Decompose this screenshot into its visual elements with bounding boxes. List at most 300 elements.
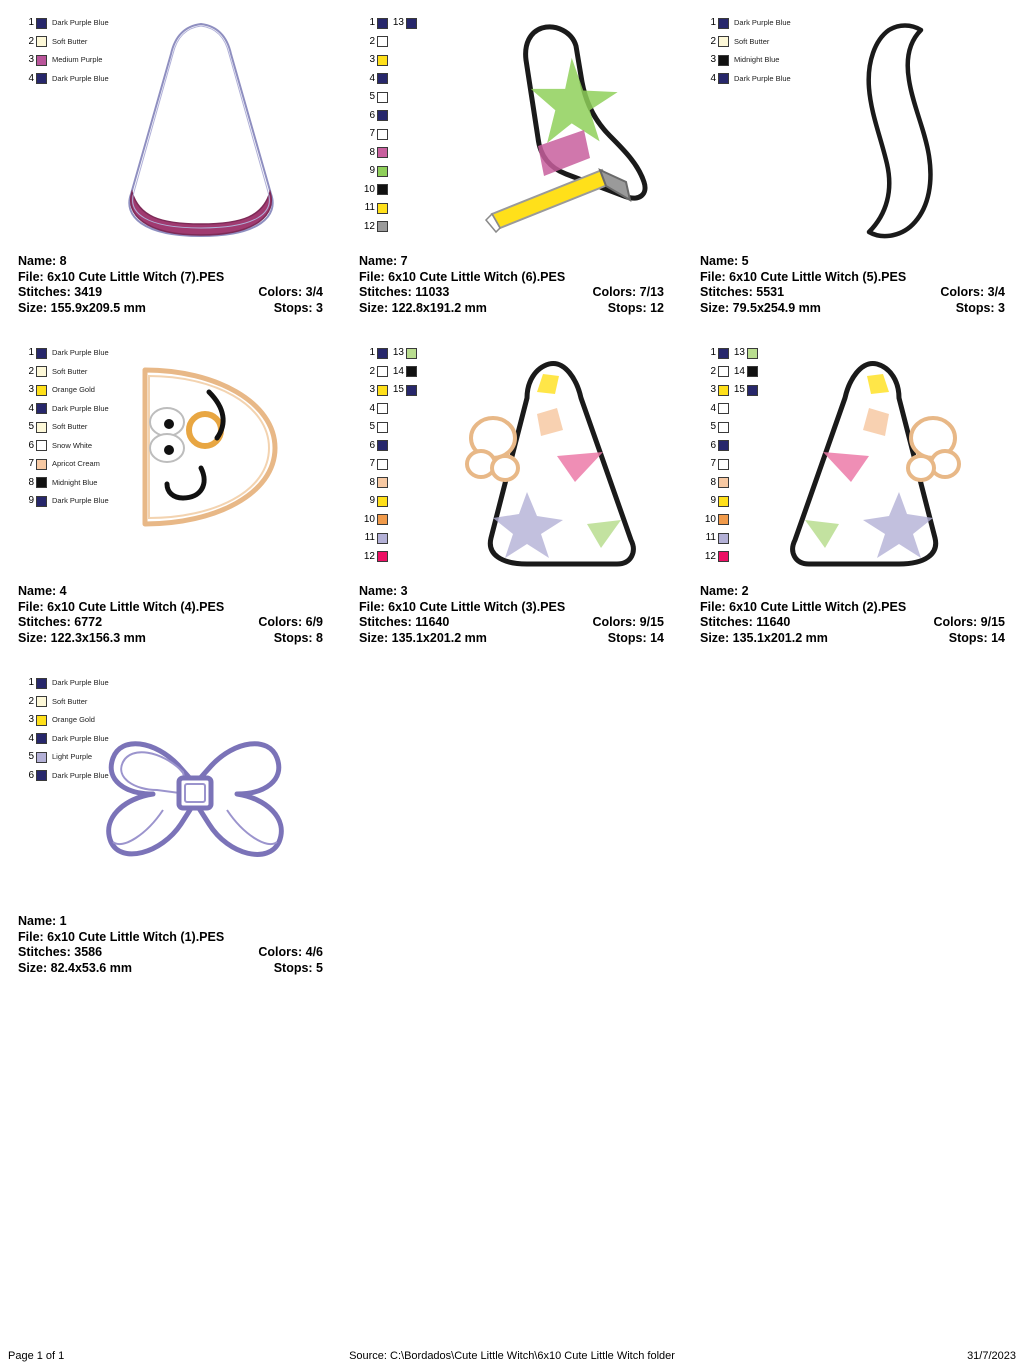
color-swatch <box>718 18 729 29</box>
legend-index: 4 <box>710 72 716 84</box>
design-stops: Stops: 3 <box>955 300 1005 315</box>
legend-index: 2 <box>28 365 34 377</box>
color-swatch <box>718 348 729 359</box>
color-swatch <box>377 496 388 507</box>
legend-index: 1 <box>710 17 716 29</box>
design-size: Size: 135.1x201.2 mm <box>359 630 487 645</box>
legend-index: 8 <box>28 476 34 488</box>
legend-row <box>388 344 417 363</box>
legend-row <box>700 529 729 548</box>
legend-row <box>18 437 109 456</box>
design-stops: Stops: 12 <box>607 300 664 315</box>
color-swatch <box>36 18 47 29</box>
design-colors: Colors: 9/15 <box>933 615 1005 629</box>
footer-source-path: Source: C:\Bordados\Cute Little Witch\6x10 Cute Little Witch folder <box>349 1350 675 1362</box>
design-colors: Colors: 7/13 <box>592 285 664 299</box>
color-swatch <box>377 184 388 195</box>
legend-column <box>359 14 388 236</box>
legend-index: 9 <box>369 165 375 177</box>
legend-color-name: Dark Purple Blue <box>52 678 109 688</box>
legend-index: 8 <box>369 146 375 158</box>
color-swatch <box>377 422 388 433</box>
legend-color-name: Dark Purple Blue <box>52 733 109 743</box>
legend-column <box>729 344 758 566</box>
legend-row <box>359 511 388 530</box>
legend-row <box>359 400 388 419</box>
design-stitches: Stitches: 3586 <box>18 945 103 959</box>
legend-row <box>359 199 388 218</box>
legend-row <box>700 492 729 511</box>
legend-index: 2 <box>369 35 375 47</box>
design-preview-area <box>18 344 323 579</box>
design-colors: Colors: 3/4 <box>940 285 1005 299</box>
design-name: Name: 1 <box>18 914 67 928</box>
legend-row <box>18 363 109 382</box>
color-swatch <box>36 73 47 84</box>
legend-index: 3 <box>369 54 375 66</box>
color-swatch <box>718 385 729 396</box>
legend-index: 9 <box>28 495 34 507</box>
color-swatch <box>406 348 417 359</box>
color-swatch <box>36 678 47 689</box>
color-swatch <box>718 73 729 84</box>
design-card <box>341 330 682 660</box>
color-swatch <box>718 55 729 66</box>
design-size: Size: 122.3x156.3 mm <box>18 630 146 645</box>
legend-row <box>18 455 109 474</box>
legend-index: 1 <box>369 17 375 29</box>
legend-row <box>700 70 791 89</box>
color-swatch <box>377 533 388 544</box>
design-card <box>0 0 341 330</box>
legend-index: 10 <box>363 183 375 195</box>
design-info <box>700 254 1005 316</box>
legend-row <box>359 107 388 126</box>
legend-color-name: Orange Gold <box>52 385 95 395</box>
design-stitches: Stitches: 11640 <box>359 615 450 629</box>
legend-row <box>359 455 388 474</box>
legend-index: 11 <box>364 532 375 544</box>
color-swatch <box>36 715 47 726</box>
legend-row <box>359 144 388 163</box>
legend-color-name: Soft Butter <box>52 366 88 376</box>
color-swatch <box>718 533 729 544</box>
design-name: Name: 3 <box>359 584 408 598</box>
legend-index: 4 <box>369 402 375 414</box>
legend-row <box>18 400 109 419</box>
legend-index: 1 <box>28 17 34 29</box>
legend-index: 10 <box>363 513 375 525</box>
legend-index: 14 <box>733 365 745 377</box>
design-file: File: 6x10 Cute Little Witch (2).PES <box>700 599 907 614</box>
legend-index: 3 <box>28 384 34 396</box>
design-card <box>341 0 682 330</box>
color-swatch <box>36 496 47 507</box>
legend-index: 2 <box>28 35 34 47</box>
design-card <box>0 330 341 660</box>
footer-page-number: Page 1 of 1 <box>8 1350 65 1362</box>
legend-index: 4 <box>28 402 34 414</box>
legend-color-name: Soft Butter <box>734 36 770 46</box>
embroidery-artwork-witch-face <box>105 352 295 542</box>
footer-date: 31/7/2023 <box>967 1350 1016 1362</box>
legend-row <box>18 51 109 70</box>
legend-color-name: Soft Butter <box>52 422 88 432</box>
color-swatch <box>718 36 729 47</box>
color-swatch <box>377 221 388 232</box>
color-swatch <box>718 459 729 470</box>
color-swatch <box>36 385 47 396</box>
legend-index: 4 <box>369 72 375 84</box>
color-swatch <box>406 366 417 377</box>
legend-color-name: Orange Gold <box>52 715 95 725</box>
legend-index: 6 <box>710 439 716 451</box>
design-preview-area <box>359 14 664 249</box>
legend-color-name: Light Purple <box>52 752 93 762</box>
design-stitches: Stitches: 11640 <box>700 615 791 629</box>
color-swatch <box>377 73 388 84</box>
color-swatch <box>377 110 388 121</box>
legend-row <box>18 14 109 33</box>
color-swatch <box>406 385 417 396</box>
color-swatch <box>36 440 47 451</box>
color-swatch <box>747 385 758 396</box>
design-name: Name: 8 <box>18 254 67 268</box>
design-preview-area <box>359 344 664 579</box>
legend-row <box>359 492 388 511</box>
legend-row <box>388 363 417 382</box>
legend-index: 12 <box>363 550 375 562</box>
legend-index: 3 <box>710 384 716 396</box>
legend-color-name: Dark Purple Blue <box>52 348 109 358</box>
legend-index: 13 <box>392 17 404 29</box>
color-swatch <box>377 92 388 103</box>
legend-index: 4 <box>710 402 716 414</box>
legend-column <box>700 14 791 88</box>
embroidery-artwork-witch-right <box>780 352 995 577</box>
design-info <box>700 584 1005 646</box>
legend-color-name: Medium Purple <box>52 55 103 65</box>
legend-row <box>18 693 109 712</box>
legend-column <box>700 344 729 566</box>
color-swatch <box>406 18 417 29</box>
legend-color-name: Dark Purple Blue <box>52 73 109 83</box>
legend-index: 7 <box>369 458 375 470</box>
color-swatch <box>36 733 47 744</box>
legend-row <box>359 14 388 33</box>
legend-color-name: Dark Purple Blue <box>52 770 109 780</box>
embroidery-artwork-bow <box>91 714 301 874</box>
legend-row <box>700 511 729 530</box>
legend-index: 1 <box>369 347 375 359</box>
legend-index: 2 <box>369 365 375 377</box>
embroidery-artwork-hat-body <box>113 16 293 246</box>
legend-index: 5 <box>369 421 375 433</box>
color-swatch <box>718 440 729 451</box>
color-swatch <box>36 459 47 470</box>
design-stitches: Stitches: 5531 <box>700 285 785 299</box>
design-size: Size: 122.8x191.2 mm <box>359 300 487 315</box>
legend-row <box>700 363 729 382</box>
legend-index: 7 <box>28 458 34 470</box>
color-swatch <box>377 514 388 525</box>
color-swatch <box>377 551 388 562</box>
legend-index: 8 <box>710 476 716 488</box>
color-swatch <box>377 18 388 29</box>
color-swatch <box>718 422 729 433</box>
legend-index: 4 <box>28 72 34 84</box>
design-info <box>359 584 664 646</box>
legend-index: 5 <box>710 421 716 433</box>
legend-index: 7 <box>710 458 716 470</box>
design-preview-area <box>700 344 1005 579</box>
color-swatch <box>377 166 388 177</box>
design-stitches: Stitches: 6772 <box>18 615 103 629</box>
legend-column <box>388 14 417 236</box>
legend-index: 1 <box>28 347 34 359</box>
legend-index: 6 <box>369 109 375 121</box>
legend-row <box>700 51 791 70</box>
color-swatch <box>36 55 47 66</box>
legend-index: 3 <box>369 384 375 396</box>
legend-row <box>359 162 388 181</box>
color-swatch <box>377 385 388 396</box>
design-stitches: Stitches: 11033 <box>359 285 450 299</box>
legend-row <box>700 548 729 567</box>
legend-index: 4 <box>28 732 34 744</box>
legend-index: 9 <box>710 495 716 507</box>
legend-color-name: Soft Butter <box>52 696 88 706</box>
color-swatch <box>36 403 47 414</box>
color-swatch <box>36 696 47 707</box>
legend-color-name: Dark Purple Blue <box>734 18 791 28</box>
legend-index: 10 <box>704 513 716 525</box>
legend-row <box>359 70 388 89</box>
legend-row <box>18 418 109 437</box>
color-legend <box>700 344 758 566</box>
legend-row <box>729 363 758 382</box>
legend-row <box>388 381 417 400</box>
color-swatch <box>377 440 388 451</box>
color-swatch <box>718 477 729 488</box>
design-size: Size: 135.1x201.2 mm <box>700 630 828 645</box>
color-legend <box>18 344 109 511</box>
legend-row <box>388 14 417 33</box>
design-preview-area <box>18 14 323 249</box>
legend-row <box>18 381 109 400</box>
design-name: Name: 5 <box>700 254 749 268</box>
color-swatch <box>747 348 758 359</box>
design-file: File: 6x10 Cute Little Witch (7).PES <box>18 269 225 284</box>
color-swatch <box>377 403 388 414</box>
legend-index: 2 <box>710 35 716 47</box>
color-swatch <box>377 203 388 214</box>
color-swatch <box>36 770 47 781</box>
design-preview-area <box>700 14 1005 249</box>
design-card <box>682 330 1023 660</box>
legend-index: 3 <box>28 54 34 66</box>
design-card <box>682 0 1023 330</box>
legend-row <box>359 474 388 493</box>
color-swatch <box>718 366 729 377</box>
legend-row <box>359 344 388 363</box>
legend-index: 7 <box>369 128 375 140</box>
legend-index: 14 <box>392 365 404 377</box>
legend-row <box>359 548 388 567</box>
legend-row <box>700 455 729 474</box>
legend-index: 8 <box>369 476 375 488</box>
legend-row <box>18 492 109 511</box>
legend-row <box>700 14 791 33</box>
design-stops: Stops: 8 <box>273 630 323 645</box>
embroidery-artwork-witch-shoe <box>434 18 654 248</box>
legend-index: 2 <box>28 695 34 707</box>
color-swatch <box>36 366 47 377</box>
legend-color-name: Dark Purple Blue <box>734 73 791 83</box>
embroidery-artwork-witch-left <box>431 352 646 577</box>
legend-row <box>729 344 758 363</box>
design-stops: Stops: 5 <box>273 960 323 975</box>
design-size: Size: 82.4x53.6 mm <box>18 960 132 975</box>
legend-index: 15 <box>733 384 745 396</box>
color-legend <box>359 14 417 236</box>
legend-index: 3 <box>710 54 716 66</box>
legend-row <box>18 674 109 693</box>
legend-index: 1 <box>710 347 716 359</box>
color-swatch <box>377 477 388 488</box>
legend-row <box>359 363 388 382</box>
design-name: Name: 7 <box>359 254 408 268</box>
legend-row <box>359 51 388 70</box>
legend-row <box>359 418 388 437</box>
color-swatch <box>36 422 47 433</box>
design-info <box>18 584 323 646</box>
legend-row <box>729 381 758 400</box>
legend-index: 12 <box>363 220 375 232</box>
color-swatch <box>377 36 388 47</box>
legend-index: 2 <box>710 365 716 377</box>
color-swatch <box>377 129 388 140</box>
legend-index: 6 <box>28 769 34 781</box>
design-preview-area <box>18 674 323 909</box>
legend-index: 3 <box>28 714 34 726</box>
legend-row <box>700 474 729 493</box>
legend-row <box>359 529 388 548</box>
legend-index: 6 <box>369 439 375 451</box>
design-colors: Colors: 9/15 <box>592 615 664 629</box>
design-info <box>359 254 664 316</box>
legend-row <box>18 70 109 89</box>
legend-color-name: Soft Butter <box>52 36 88 46</box>
legend-color-name: Dark Purple Blue <box>52 403 109 413</box>
design-colors: Colors: 6/9 <box>258 615 323 629</box>
design-stitches: Stitches: 3419 <box>18 285 103 299</box>
legend-index: 12 <box>704 550 716 562</box>
design-info <box>18 914 323 976</box>
legend-index: 11 <box>705 532 716 544</box>
legend-row <box>18 33 109 52</box>
color-swatch <box>36 477 47 488</box>
design-colors: Colors: 4/6 <box>258 945 323 959</box>
legend-color-name: Snow White <box>52 440 93 450</box>
legend-color-name: Midnight Blue <box>734 55 780 65</box>
design-file: File: 6x10 Cute Little Witch (6).PES <box>359 269 566 284</box>
legend-column <box>18 344 109 511</box>
color-swatch <box>36 36 47 47</box>
legend-row <box>359 381 388 400</box>
legend-color-name: Midnight Blue <box>52 477 98 487</box>
design-file: File: 6x10 Cute Little Witch (1).PES <box>18 929 225 944</box>
legend-column <box>388 344 417 566</box>
legend-row <box>700 400 729 419</box>
legend-color-name: Dark Purple Blue <box>52 496 109 506</box>
legend-row <box>359 437 388 456</box>
legend-color-name: Apricot Cream <box>52 459 100 469</box>
design-info <box>18 254 323 316</box>
color-swatch <box>36 752 47 763</box>
legend-row <box>359 88 388 107</box>
legend-index: 11 <box>364 202 375 214</box>
legend-index: 5 <box>28 421 34 433</box>
color-swatch <box>377 459 388 470</box>
design-colors: Colors: 3/4 <box>258 285 323 299</box>
legend-color-name: Dark Purple Blue <box>52 18 109 28</box>
legend-row <box>700 381 729 400</box>
legend-row <box>18 474 109 493</box>
legend-row <box>359 181 388 200</box>
design-name: Name: 4 <box>18 584 67 598</box>
legend-row <box>700 344 729 363</box>
design-size: Size: 79.5x254.9 mm <box>700 300 821 315</box>
color-swatch <box>36 348 47 359</box>
color-swatch <box>377 366 388 377</box>
legend-index: 1 <box>28 677 34 689</box>
color-legend <box>700 14 791 88</box>
legend-row <box>359 218 388 237</box>
legend-row <box>359 33 388 52</box>
page-footer <box>0 1350 1024 1362</box>
design-file: File: 6x10 Cute Little Witch (4).PES <box>18 599 225 614</box>
color-swatch <box>718 403 729 414</box>
legend-index: 5 <box>28 751 34 763</box>
color-swatch <box>377 348 388 359</box>
design-stops: Stops: 14 <box>948 630 1005 645</box>
color-swatch <box>718 551 729 562</box>
color-swatch <box>718 514 729 525</box>
legend-index: 6 <box>28 439 34 451</box>
legend-index: 13 <box>392 347 404 359</box>
color-swatch <box>747 366 758 377</box>
color-legend <box>359 344 417 566</box>
color-swatch <box>377 55 388 66</box>
legend-index: 15 <box>392 384 404 396</box>
design-name: Name: 2 <box>700 584 749 598</box>
design-file: File: 6x10 Cute Little Witch (5).PES <box>700 269 907 284</box>
design-stops: Stops: 14 <box>607 630 664 645</box>
color-legend <box>18 14 109 88</box>
design-stops: Stops: 3 <box>273 300 323 315</box>
legend-index: 9 <box>369 495 375 507</box>
legend-row <box>18 344 109 363</box>
color-swatch <box>718 496 729 507</box>
legend-index: 13 <box>733 347 745 359</box>
legend-row <box>359 125 388 144</box>
embroidery-artwork-witch-arm <box>825 18 965 248</box>
color-swatch <box>377 147 388 158</box>
design-card <box>0 660 341 990</box>
design-size: Size: 155.9x209.5 mm <box>18 300 146 315</box>
legend-column <box>359 344 388 566</box>
